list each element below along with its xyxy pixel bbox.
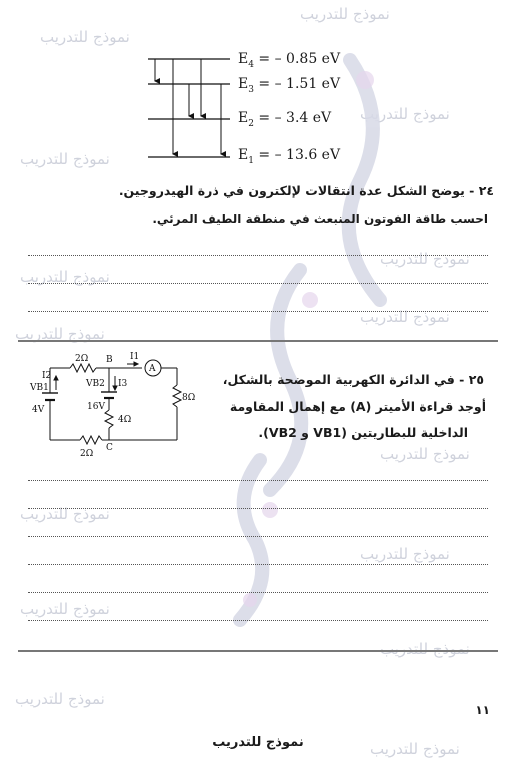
answer-line[interactable] [28,283,488,284]
answer-line[interactable] [28,564,488,565]
energy-level-e1: $E_1$ = – 13.6 eV [238,147,341,166]
watermark-text: نموذج للتدريب [20,505,110,523]
node-b-label: B [106,355,113,365]
q24-line1: ٢٤ - يوضح الشكل عدة انتقالات لإلكترون في ذرة الهيدروجين. [118,183,494,198]
watermark-text: نموذج للتدريب [300,5,390,23]
answer-line[interactable] [28,508,488,509]
answer-line[interactable] [28,620,488,621]
ammeter-label: A [149,364,156,374]
answer-line[interactable] [28,536,488,537]
watermark-text: نموذج للتدريب [20,150,110,168]
current-i1-label: I1 [130,352,140,362]
battery-vb1-value: 4V [32,405,45,415]
watermark-text: نموذج للتدريب [360,545,450,563]
watermark-text: نموذج للتدريب [360,105,450,123]
q24-line2: احسب طاقة الفوتون المنبعث في منطقة الطيف المرئي. [152,212,488,226]
section-separator [18,340,498,342]
answer-line[interactable] [28,592,488,593]
resistor-bottom-label: 2Ω [80,449,94,459]
resistor-right-label: 8Ω [182,393,196,403]
energy-level-e4: $E_4$ = – 0.85 eV [238,51,341,70]
q25-line3: الداخلية للبطاريتين (VB1 و VB2). [258,425,468,440]
node-c-label: C [106,443,113,453]
q25-line2: أوجد قراءة الأميتر (A) مع إهمال المقاومة [229,399,486,414]
resistor-top-label: 2Ω [75,354,89,364]
watermark-text: نموذج للتدريب [15,325,105,343]
current-i3-label: I3 [118,379,128,389]
battery-vb1-label: VB1 [30,383,49,393]
watermark-text: نموذج للتدريب [40,28,130,46]
energy-level-e3: $E_3$ = – 1.51 eV [238,76,341,95]
watermark-text: نموذج للتدريب [370,740,460,758]
battery-vb2-label: VB2 [86,379,105,389]
resistor-middle-label: 4Ω [118,415,132,425]
page-number: ١١ [475,703,490,717]
current-i2-label: I2 [42,371,52,381]
watermark-text: نموذج للتدريب [15,690,105,708]
energy-level-e2: $E_2$ = – 3.4 eV [238,110,332,129]
section-separator [18,650,498,652]
watermark-text: نموذج للتدريب [380,445,470,463]
watermark-text: نموذج للتدريب [360,308,450,326]
answer-line[interactable] [28,255,488,256]
watermark-text: نموذج للتدريب [20,600,110,618]
watermark-text: نموذج للتدريب [20,268,110,286]
answer-line[interactable] [28,480,488,481]
battery-vb2-value: 16V [87,402,105,412]
watermark-text: نموذج للتدريب [380,250,470,268]
circuit-diagram [30,350,196,460]
watermark-text: نموذج للتدريب [380,640,470,658]
answer-line[interactable] [28,311,488,312]
energy-level-diagram [135,45,245,170]
footer-brand: نموذج للتدريب [212,735,304,750]
q25-line1: ٢٥ - في الدائرة الكهربية الموضحة بالشكل، [222,372,484,387]
